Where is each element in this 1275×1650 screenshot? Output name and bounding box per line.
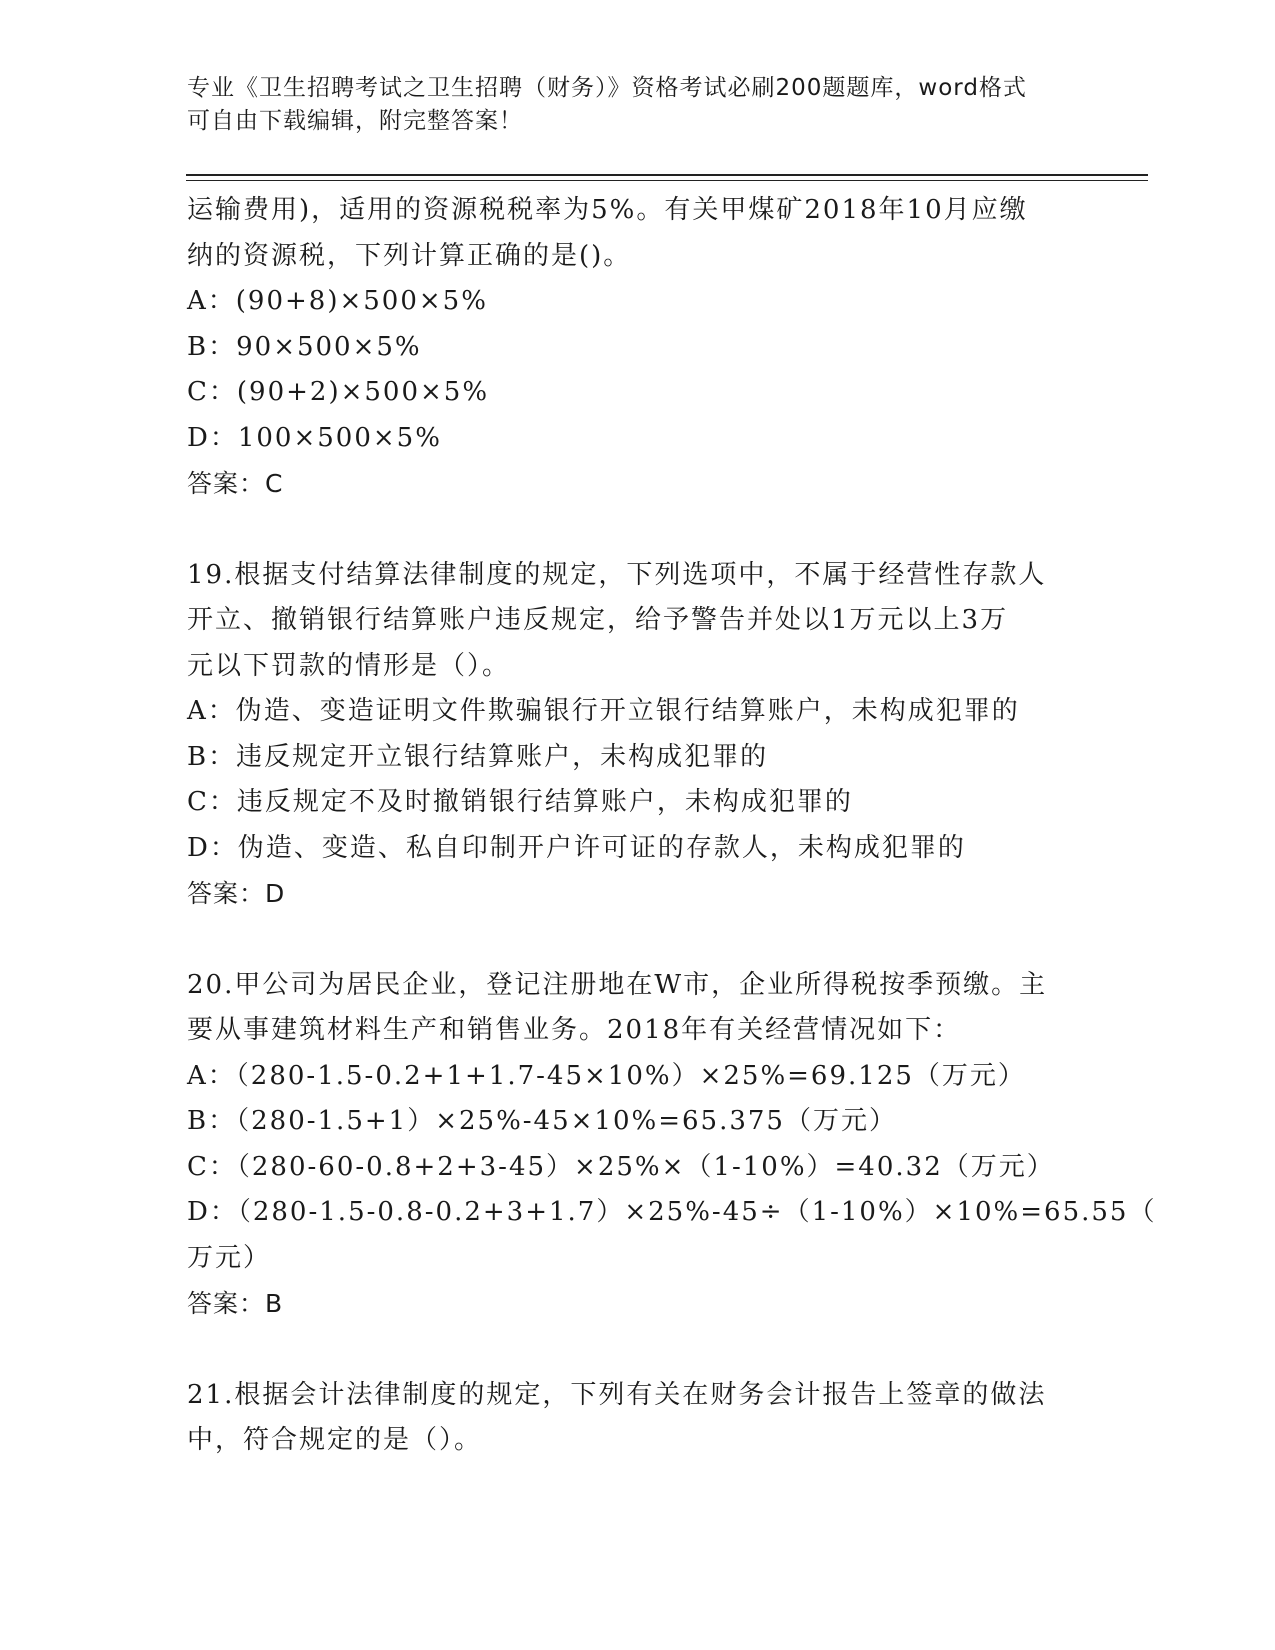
question-stem-line: 20.甲公司为居民企业，登记注册地在W市，企业所得税按季预缴。主 <box>187 969 1048 1000</box>
question-21 <box>187 1373 1087 1464</box>
question-stem-line: 19.根据支付结算法律制度的规定，下列选项中，不属于经营性存款人 <box>187 559 1047 590</box>
option-d: D：伪造、变造、私自印制开户许可证的存款人，未构成犯罪的 <box>187 832 966 863</box>
question-stem-line: 纳的资源税，下列计算正确的是()。 <box>187 240 632 271</box>
question-18 <box>187 188 1087 507</box>
question-stem-line: 元以下罚款的情形是（）。 <box>187 650 511 681</box>
option-a: A：(90+8)×500×5% <box>187 286 488 316</box>
question-stem-line: 中，符合规定的是（）。 <box>187 1425 483 1455</box>
option-b: B：90×500×5% <box>187 331 422 362</box>
option-d: D：（280-1.5-0.8-0.2+3+1.7）×25%-45÷（1-10%）×10%=65.55（ <box>187 1197 1157 1227</box>
header-line-2: 可自由下载编辑，附完整答案！ <box>187 108 523 134</box>
option-a: A：（280-1.5-0.2+1+1.7-45×10%）×25%=69.125（万元） <box>187 1060 1026 1091</box>
question-19 <box>187 553 1087 917</box>
answer-line: 答案：C <box>187 469 284 498</box>
header-divider-thin <box>186 180 1148 181</box>
question-stem-line: 要从事建筑材料生产和销售业务。2018年有关经营情况如下： <box>187 1015 962 1045</box>
option-d-continuation: 万元） <box>187 1242 272 1273</box>
question-content <box>187 188 1157 1464</box>
option-c: C：(90+2)×500×5% <box>187 377 490 407</box>
answer-line: 答案：B <box>187 1289 284 1318</box>
question-stem-line: 21.根据会计法律制度的规定，下列有关在财务会计报告上签章的做法 <box>187 1379 1047 1410</box>
option-d: D：100×500×5% <box>187 422 442 453</box>
option-c: C：（280-60-0.8+2+3-45）×25%×（1-10%）=40.32（万元） <box>187 1151 1055 1182</box>
question-20 <box>187 963 1157 1327</box>
document-header <box>187 72 1067 138</box>
option-a: A：伪造、变造证明文件欺骗银行开立银行结算账户，未构成犯罪的 <box>187 696 1020 726</box>
answer-line: 答案：D <box>187 879 286 908</box>
option-c: C：违反规定不及时撤销银行结算账户，未构成犯罪的 <box>187 787 853 817</box>
question-stem-line: 开立、撤销银行结算账户违反规定，给予警告并处以1万元以上3万 <box>187 605 1009 635</box>
header-divider-thick <box>186 174 1148 176</box>
question-spacer <box>187 917 1087 963</box>
header-line-1: 专业《卫生招聘考试之卫生招聘（财务）》资格考试必刷200题题库，word格式 <box>187 75 1027 101</box>
question-stem-line: 运输费用)，适用的资源税税率为5%。有关甲煤矿2018年10月应缴 <box>187 195 1028 225</box>
question-spacer <box>187 507 1087 553</box>
question-spacer <box>187 1327 1087 1373</box>
option-b: B：违反规定开立银行结算账户，未构成犯罪的 <box>187 741 769 772</box>
option-b: B：（280-1.5+1）×25%-45×10%=65.375（万元） <box>187 1106 897 1136</box>
